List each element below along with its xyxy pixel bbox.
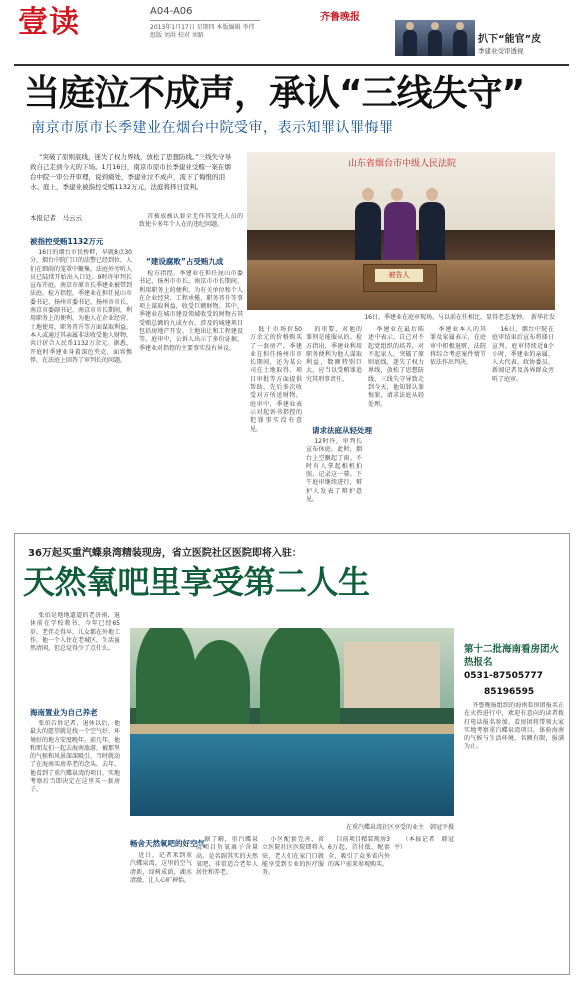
- article-column: [368, 326, 424, 524]
- page-range: A04-A06: [150, 6, 193, 17]
- resort-building: [344, 642, 440, 708]
- dock-label: 被告人: [375, 269, 423, 282]
- article-column: [250, 326, 302, 524]
- article-column: [306, 438, 362, 524]
- tree: [136, 628, 196, 730]
- resort-pool-photo[interactable]: [130, 628, 454, 816]
- header-rule: [14, 64, 569, 66]
- defendant-figure: [384, 202, 416, 266]
- promo-photo[interactable]: [395, 20, 475, 56]
- section-name: 壹读: [18, 5, 80, 40]
- article-column: [196, 836, 258, 968]
- paper-logo: 齐鲁晚报: [320, 12, 360, 23]
- main-subhead: 南京市原市长季建业在烟台中院受审，表示知罪认罪悔罪: [31, 120, 394, 136]
- paragraph: （本报记者 韩冠平）: [394, 836, 454, 852]
- paragraph: 近日，记者来到重汽蝶泉湾，这里的空气清新，绿树成荫，湖水清澈，让人心旷神怡。: [130, 852, 192, 884]
- article-column: [30, 612, 120, 702]
- date-info: 2013年1月17日 星期四 本版编辑 李伟 组版 刘洪 校对 刘路: [150, 24, 255, 39]
- header-divider: [150, 20, 260, 21]
- main-headline: 当庭泣不成声，承认“三线失守”: [24, 73, 525, 114]
- article-column: [394, 836, 454, 968]
- tree: [190, 640, 250, 730]
- paragraph: 张伯告诉记者，退休以后，他最大的愿望就是找一个空气好、环境好的地方安度晚年。前几年，他和朋友们一起去海南旅游，被那里的气候和风景深深吸引，当时就动了在海南买房养老的念头。去年，他看到了重汽蝶泉湾的项目，实地考察后当即决定在这里买一套房子。: [30, 720, 120, 794]
- section-subhead: 请求法庭从轻处理: [312, 426, 372, 435]
- promo-subline[interactable]: 季建业受审透视: [478, 47, 524, 55]
- photo-caption: 在重汽蝶泉湾社区享受的业主 韩冠平摄: [345, 824, 454, 831]
- ad-phone[interactable]: 85196595: [484, 687, 535, 697]
- article-column: [492, 326, 554, 524]
- bailiff-figure: [355, 202, 381, 266]
- paragraph: 季建业本人的其罪及家属表示，在庭审中积极退赃，法院将综合考虑案件情节依法作出判决。: [430, 326, 486, 367]
- article-column: [139, 270, 243, 524]
- article-column: [306, 326, 362, 421]
- court-banner: 山东省烟台市中级人民法院: [347, 159, 456, 169]
- paragraph: 16日的烟台市民桥畔，早就8点30分，烟台中院门口的法警已经到位，人们在细雨的笼罩中聚集，法庭外旁听人员已陆续开始出入口处。9时许审判长宣布开庭，南京市原市长季建业被带到法庭。检方指控，季建业在担任昆山市委书记、扬州市委书记、扬州市市长、南京市委副书记、南京市市长期间，利用职务上的便利，为他人在企业经营、土地使用、职务晋升等方面谋取利益，本人或通过其亲属非法收受他人财物，共计折合人民币1132万余元。据悉，开庭时季建业身着深色夹克，面容憔悴，在法庭上回答了审判长的问题。: [30, 249, 132, 364]
- officer-figure: [428, 30, 442, 56]
- ad-phone[interactable]: 0531-87505777: [464, 671, 543, 681]
- paragraph: 首被成被认罪全无作其受托人员的致使卡多年个人在的违纪问题。: [139, 213, 243, 229]
- section-subhead: “建设腐败”占受贿九成: [146, 257, 224, 266]
- tree: [260, 628, 340, 730]
- paragraph: 检方指控，季建业在担任昆山市委书记、扬州市市长、南京市市长期间，利用职务上的便利，为有关单位和个人在企业经营、工程承揽、职务晋升等事项上谋取利益，收受巨额财物。其中，季建业在城市建设领域收受的财物占其受贿总额的九成左右，涉及的城建项目包括房地产开发、土地出让和工程建设等。庭审中，公诉人出示了多份证据，季建业对指控的主要事实没有异议。: [139, 270, 243, 352]
- officer-figure: [403, 30, 417, 56]
- paragraph: 齐鲁晚报组织的海南看房团报名正在火热进行中，欢迎有意向的读者拨打电话报名参加。看房团将带领大家实地考察重汽蝶泉湾项目，体验海南的气候与生活环境，名额有限，报满为止。: [464, 702, 564, 751]
- bailiff-figure: [419, 202, 445, 266]
- section-subhead: 海南置业为自己养老: [30, 708, 98, 717]
- paragraph: 的重要，对他的罪刑是能服从的。检方指出，季建业利用职务便利为他人谋取利益，数额特别巨大，应当以受贿罪追究其刑事责任。: [306, 326, 362, 383]
- article-column: [30, 249, 132, 524]
- section-subhead: 被指控受贿1132万元: [30, 237, 104, 246]
- section-subhead: 畅舍天然氧吧的好空气: [130, 839, 205, 848]
- article-column: [430, 326, 486, 524]
- paragraph: 目前项目精装现房36万起，首付低、配套全，吸引了众多省内外的客户前来参观购买。: [328, 836, 390, 868]
- paragraph: 小区配套完善，省立医院社区医院即将入驻，老人们在家门口就能享受到专业的医疗服务。: [262, 836, 324, 877]
- byline: 本报记者 马云云: [30, 214, 82, 222]
- article-column: [262, 836, 324, 968]
- ad-body: [464, 702, 564, 968]
- pool-water: [130, 734, 454, 816]
- story2-headline: 天然氧吧里享受第二人生: [23, 563, 370, 601]
- paragraph: 季建业在最后陈述中表示，自己对不起党组织的培养，对不起家人，突破了原则底线，迷失了权力界线，放松了思想防线，三线失守导致走到今天，他知罪认罪悔罪，请求法庭从轻处理。: [368, 326, 424, 408]
- paragraph: 据了解，重汽蝶泉湾项目负氧离子含量高，是名副其实的天然氧吧，非常适合老年人居住和养老。: [196, 836, 258, 877]
- lead-paragraph: “突破了原则底线，迷失了权力界线，放松了思想防线。”三线失守导致自己走到今天的下场。1月16日，南京市原市长季建业受贿一案在烟台中院一审公开审理，说到痛处，季建业泣不成声，流下了悔恨的泪水。庭上，季建业被指控受贿1132万元，法庭将择日宣判。: [30, 153, 232, 191]
- paragraph: 低于市场价50万余元的价格购买了一套房产，季建业在担任扬州市市长期间，还为某公司在土地取得、项目审批等方面提供帮助，先后多次收受对方所送财物。庭审中，季建业表示对起诉书指控的犯罪事实没有意见。: [250, 326, 302, 433]
- ad-title: 第十二批海南看房团火热报名: [464, 644, 560, 668]
- court-photo[interactable]: [247, 152, 555, 310]
- article-column: [139, 213, 243, 253]
- paragraph: 张伯是地地道道的老济南，退休前在学校教书，今年已经65岁。老伴走得早，儿女都在外地工作，他一个人住在老城区，生活虽然清闲，但总觉得少了点什么。: [30, 612, 120, 653]
- promo-headline[interactable]: 扒下“能官”皮: [478, 34, 542, 45]
- officer-figure: [453, 30, 467, 56]
- story2-kicker: 36万起买重汽蝶泉湾精装现房，省立医院社区医院即将入驻：: [28, 548, 302, 559]
- paragraph: 16日，烟台中院在庭审结束后宣布将择日宣判。庭审持续近8个小时，季建业的亲属、人大代表、政协委员、新闻记者及各界群众旁听了庭审。: [492, 326, 554, 383]
- paragraph: 12时许，审判长宣布休庭。此时，烟台上空飘起了雨。不时有人拿起相机拍照，记录这一幕。下午庭审继续进行，辩护人发表了辩护意见。: [306, 438, 362, 504]
- article-column: [328, 836, 390, 968]
- photo-caption: 16日，季建业在庭审现场。与以前在任相比，显得老态龙钟。 新华社发: [364, 314, 555, 321]
- article-column: [30, 720, 120, 968]
- article-column: [130, 852, 192, 968]
